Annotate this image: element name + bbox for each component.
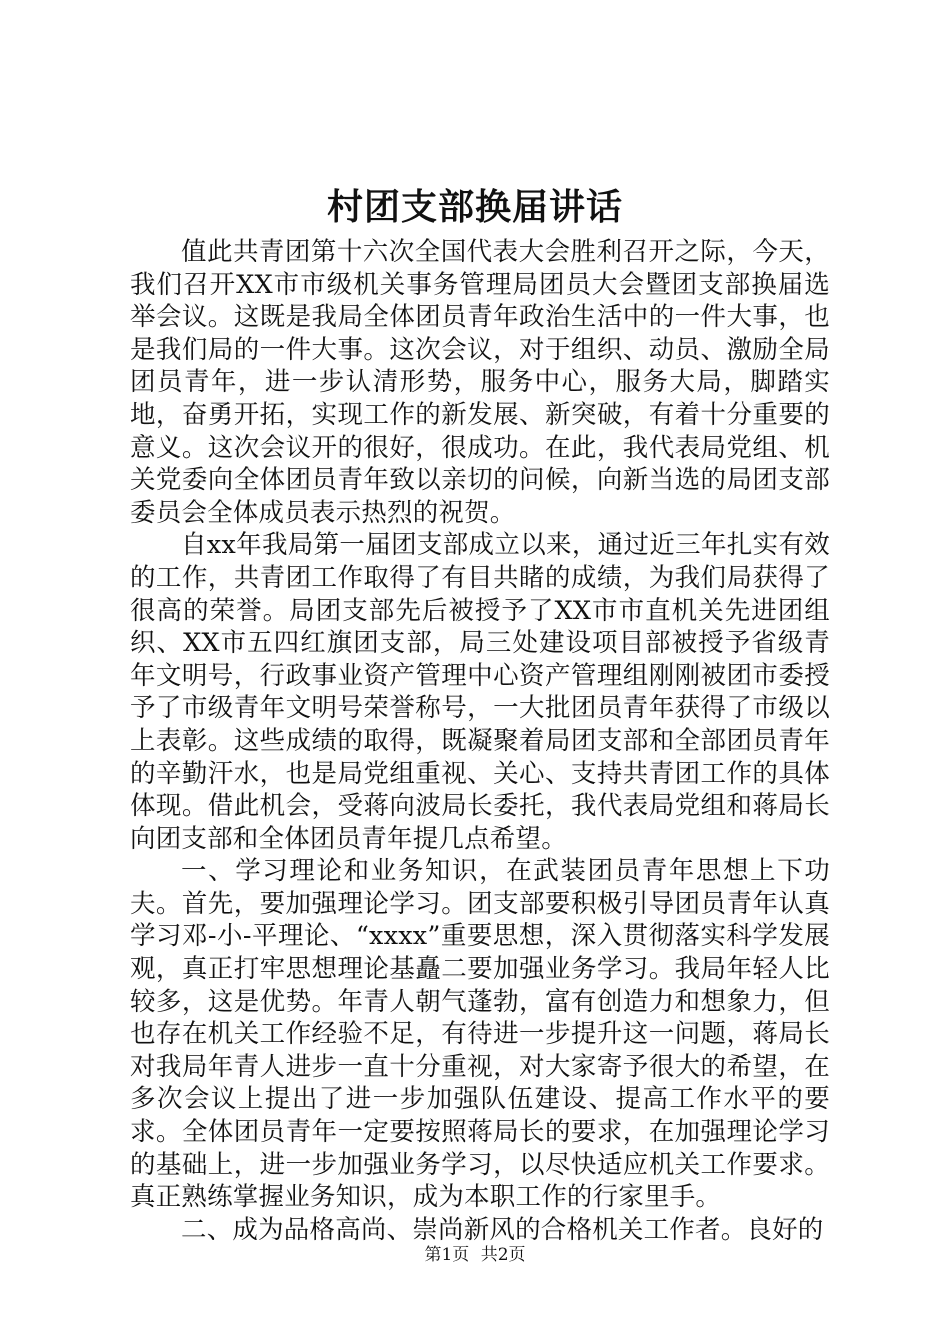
page-footer [0, 1243, 950, 1267]
document-title: 村团支部换届讲话 [326, 186, 623, 228]
paragraph-2: 自xx年我局第一届团支部成立以来，通过近三年扎实有效的工作，共青团工作取得了有目共睹的成绩，为我们局获得了很高的荣誉。局团支部先后被授予了XX市市直机关先进团组织、XX市五四红旗团支部，局三处建设项目部被授予省级青年文明号，行政事业资产管理中心资产管理组刚刚被团市委授予了市级青年文明号荣誉称号，一大批团员青年获得了市级以上表彰。这些成绩的取得，既凝聚着局团支部和全部团员青年的辛勤汗水，也是局党组重视、关心、支持共青团工作的具体体现。借此机会，受蒋向波局长委托，我代表局党组和蒋局长向团支部和全体团员青年提几点希望。 [130, 530, 830, 854]
page-total: 共2页 [480, 1245, 526, 1265]
document-body [130, 236, 830, 1246]
page-number: 第1页 [424, 1245, 470, 1265]
paragraph-3: 一、学习理论和业务知识，在武装团员青年思想上下功夫。首先，要加强理论学习。团支部要积极引导团员青年认真学习邓-小-平理论、“xxxx”重要思想，深入贯彻落实科学发展观，真正打牢思想理论基矗二要加强业务学习。我局年轻人比较多，这是优势。年青人朝气蓬勃，富有创造力和想象力，但也存在机关工作经验不足，有待进一步提升这一问题，蒋局长对我局年青人进步一直十分重视，对大家寄予很大的希望，在多次会议上提出了进一步加强队伍建设、提高工作水平的要求。全体团员青年一定要按照蒋局长的要求，在加强理论学习的基础上，进一步加强业务学习，以尽快适应机关工作要求。真正熟练掌握业务知识，成为本职工作的行家里手。 [130, 856, 830, 1213]
paragraph-1: 值此共青团第十六次全国代表大会胜利召开之际，今天，我们召开XX市市级机关事务管理局团员大会暨团支部换届选举会议。这既是我局全体团员青年政治生活中的一件大事，也是我们局的一件大事。这次会议，对于组织、动员、激励全局团员青年，进一步认清形势，服务中心，服务大局，脚踏实地，奋勇开拓，实现工作的新发展、新突破，有着十分重要的意义。这次会议开的很好，很成功。在此，我代表局党组、机关党委向全体团员青年致以亲切的问候，向新当选的局团支部委员会全体成员表示热烈的祝贺。 [130, 237, 830, 528]
paragraph-4: 二、成为品格高尚、崇尚新风的合格机关工作者。良好的 [181, 1214, 824, 1245]
